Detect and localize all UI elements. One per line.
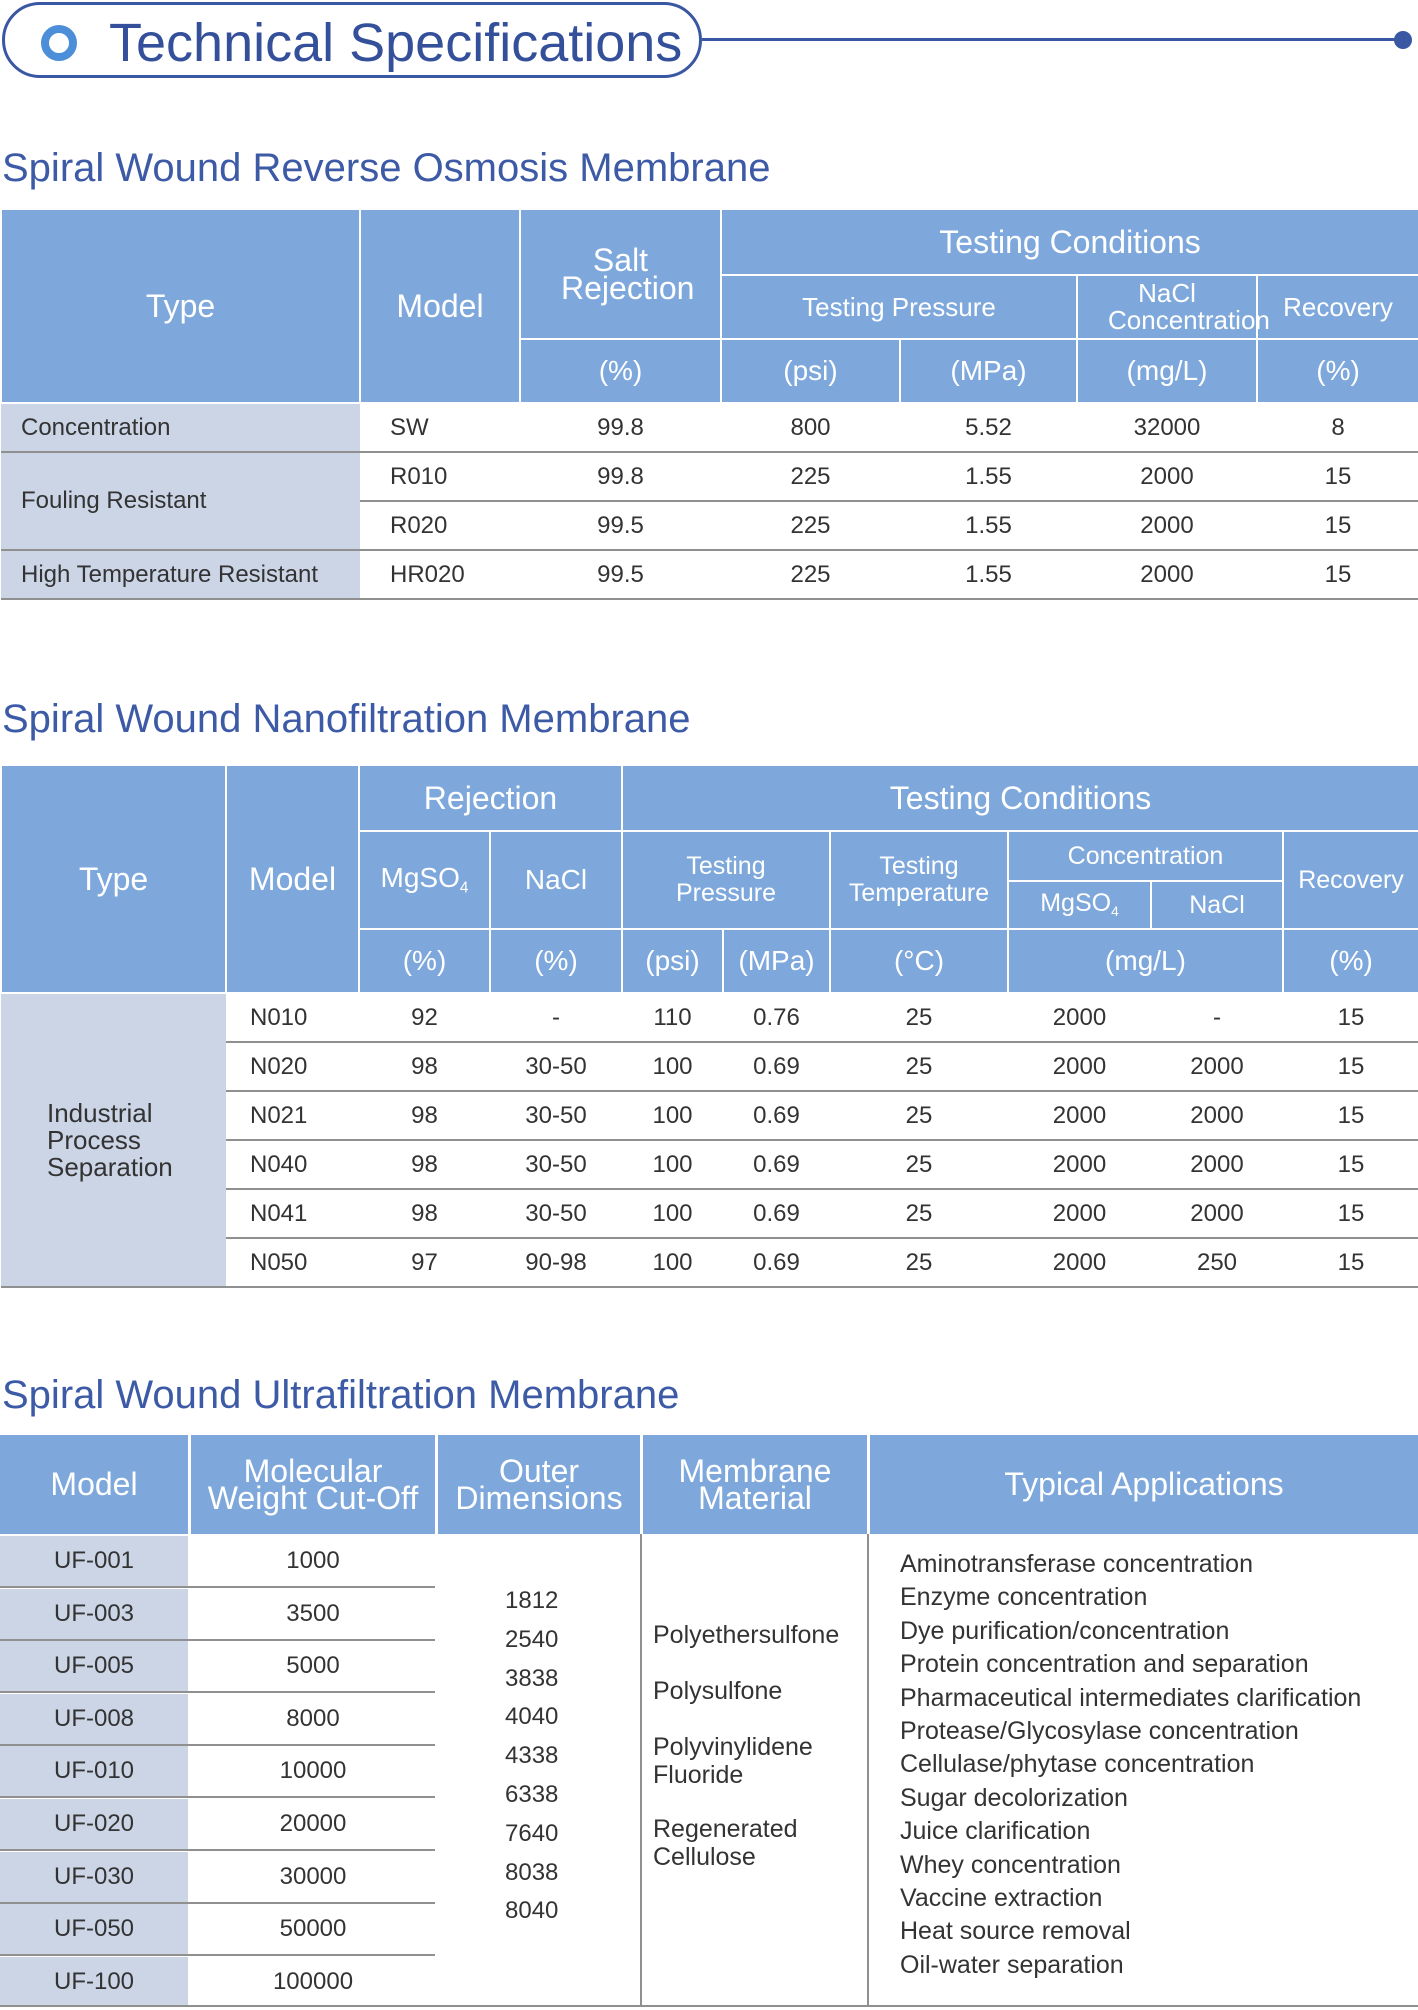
cell: N041 [226, 1189, 359, 1238]
uf-mwco-cell: 5000 [191, 1641, 435, 1691]
uf-application: Sugar decolorization [900, 1784, 1128, 1812]
uf-application: Cellulase/phytase concentration [900, 1750, 1255, 1778]
cell: 100 [622, 1042, 723, 1091]
cell: 25 [830, 1238, 1008, 1287]
uf-application: Oil-water separation [900, 1951, 1124, 1979]
table-row [1, 993, 1418, 1042]
uf-model-cell: UF-001 [0, 1536, 188, 1586]
nf-unit-c: (°C) [830, 929, 1008, 993]
cell: 30-50 [490, 1042, 622, 1091]
cell: 8 [1257, 403, 1418, 452]
uf-model-cell: UF-030 [0, 1852, 188, 1902]
uf-model-cell: UF-010 [0, 1746, 188, 1796]
cell: 97 [359, 1238, 490, 1287]
uf-application: Whey concentration [900, 1851, 1121, 1879]
uf-mwco-cell: 8000 [191, 1694, 435, 1744]
cell: 25 [830, 1042, 1008, 1091]
uf-dimension: 4338 [505, 1742, 559, 1769]
uf-application: Enzyme concentration [900, 1583, 1148, 1611]
divider [0, 2005, 435, 2007]
uf-application: Protein concentration and separation [900, 1650, 1309, 1678]
cell: 2000 [1008, 1189, 1151, 1238]
header-rule [702, 38, 1402, 41]
nf-head-testing-temperature: Testing Temperature [830, 831, 1008, 929]
ro-head-testing-pressure: Testing Pressure [721, 275, 1077, 339]
ro-head-recovery: Recovery [1257, 275, 1418, 339]
cell: 98 [359, 1189, 490, 1238]
ro-unit-pct-2: (%) [1257, 339, 1418, 403]
cell: N050 [226, 1238, 359, 1287]
uf-model-cell: UF-020 [0, 1799, 188, 1849]
divider [0, 1691, 435, 1693]
table-row [1, 550, 1418, 599]
uf-mwco-cell: 100000 [191, 1957, 435, 2007]
cell: 100 [622, 1140, 723, 1189]
cell: - [1151, 993, 1283, 1042]
ring-icon [41, 25, 77, 61]
uf-head-model: Model [0, 1435, 188, 1534]
cell: 32000 [1077, 403, 1257, 452]
uf-section-title: Spiral Wound Ultrafiltration Membrane [2, 1373, 680, 1417]
cell: SW [360, 403, 520, 452]
divider [0, 1586, 435, 1588]
ro-group-concentration: Concentration [1, 403, 360, 452]
cell: 100 [622, 1091, 723, 1140]
cell: 2000 [1077, 452, 1257, 501]
cell: 2000 [1151, 1140, 1283, 1189]
cell: 2000 [1077, 550, 1257, 599]
uf-model-cell: UF-005 [0, 1641, 188, 1691]
ro-head-testing-conditions: Testing Conditions [721, 209, 1418, 275]
cell: 2000 [1151, 1091, 1283, 1140]
ro-table [0, 208, 1418, 600]
cell: 25 [830, 1140, 1008, 1189]
cell: 98 [359, 1042, 490, 1091]
uf-mwco-cell: 10000 [191, 1746, 435, 1796]
divider [435, 2005, 1418, 2007]
cell: 225 [721, 550, 900, 599]
cell: 98 [359, 1091, 490, 1140]
uf-material: Polyvinylidene Fluoride [653, 1733, 813, 1789]
nf-head-nacl: NaCl [490, 831, 622, 929]
nf-unit-pct-c: (%) [1283, 929, 1418, 993]
nf-head-testing-pressure: Testing Pressure [622, 831, 830, 929]
cell: 2000 [1008, 1091, 1151, 1140]
cell: R020 [360, 501, 520, 550]
cell: 2000 [1151, 1042, 1283, 1091]
cell: 25 [830, 1189, 1008, 1238]
uf-model-cell: UF-003 [0, 1589, 188, 1639]
cell: 1.55 [900, 550, 1077, 599]
cell: 225 [721, 452, 900, 501]
nf-unit-psi: (psi) [622, 929, 723, 993]
uf-application: Vaccine extraction [900, 1884, 1103, 1912]
divider [0, 1849, 435, 1851]
cell: 98 [359, 1140, 490, 1189]
uf-model-cell: UF-008 [0, 1694, 188, 1744]
cell: 15 [1283, 993, 1418, 1042]
uf-head-material: Membrane Material [643, 1435, 867, 1534]
divider [640, 1534, 642, 2006]
nf-table [0, 764, 1418, 1288]
cell: 0.69 [723, 1189, 830, 1238]
uf-dimension: 7640 [505, 1820, 559, 1847]
cell: 92 [359, 993, 490, 1042]
divider [0, 1796, 435, 1798]
ro-unit-mpa: (MPa) [900, 339, 1077, 403]
table-row [1, 403, 1418, 452]
cell: 800 [721, 403, 900, 452]
cell: 5.52 [900, 403, 1077, 452]
cell: 2000 [1151, 1189, 1283, 1238]
ro-head-type: Type [1, 209, 360, 403]
divider [867, 1534, 869, 2006]
cell: 15 [1283, 1042, 1418, 1091]
nf-head-conc-nacl: NaCl [1151, 881, 1283, 929]
cell: HR020 [360, 550, 520, 599]
nf-group: Industrial Process Separation [1, 993, 226, 1287]
cell: 0.69 [723, 1140, 830, 1189]
cell: 0.69 [723, 1042, 830, 1091]
nf-head-conc-mgso4: MgSO$_4$ [1008, 881, 1151, 929]
uf-mwco-cell: 20000 [191, 1799, 435, 1849]
cell: 1.55 [900, 452, 1077, 501]
cell: 2000 [1008, 1238, 1151, 1287]
uf-dimension: 6338 [505, 1781, 559, 1808]
cell: N021 [226, 1091, 359, 1140]
uf-dimension: 2540 [505, 1626, 559, 1653]
cell: 2000 [1008, 1042, 1151, 1091]
cell: 90-98 [490, 1238, 622, 1287]
cell: 15 [1257, 452, 1418, 501]
uf-dimension: 8038 [505, 1859, 559, 1886]
cell: N020 [226, 1042, 359, 1091]
uf-head-outer: Outer Dimensions [438, 1435, 640, 1534]
nf-head-concentration: Concentration [1008, 831, 1283, 881]
ro-section-title: Spiral Wound Reverse Osmosis Membrane [2, 146, 771, 190]
ro-group-high-temp: High Temperature Resistant [1, 550, 360, 599]
ro-unit-mgl: (mg/L) [1077, 339, 1257, 403]
nf-unit-mgl: (mg/L) [1008, 929, 1283, 993]
cell: 15 [1283, 1091, 1418, 1140]
cell: 2000 [1008, 1140, 1151, 1189]
cell: 15 [1257, 501, 1418, 550]
nf-section-title: Spiral Wound Nanofiltration Membrane [2, 697, 691, 741]
divider [0, 1954, 435, 1956]
cell: 30-50 [490, 1189, 622, 1238]
cell: 2000 [1008, 993, 1151, 1042]
uf-application: Juice clarification [900, 1817, 1091, 1845]
uf-application: Dye purification/concentration [900, 1617, 1230, 1645]
cell: N010 [226, 993, 359, 1042]
cell: N040 [226, 1140, 359, 1189]
cell: 15 [1283, 1238, 1418, 1287]
nf-unit-mpa: (MPa) [723, 929, 830, 993]
ro-head-model: Model [360, 209, 520, 403]
cell: 30-50 [490, 1091, 622, 1140]
ro-head-nacl-concentration: NaCl Concentration [1077, 275, 1257, 339]
cell: 99.8 [520, 452, 721, 501]
uf-application: Pharmaceutical intermediates clarification [900, 1684, 1362, 1712]
uf-dimension: 1812 [505, 1587, 559, 1614]
ro-unit-psi: (psi) [721, 339, 900, 403]
nf-head-mgso4: MgSO$_4$ [359, 831, 490, 929]
cell: 250 [1151, 1238, 1283, 1287]
cell: 25 [830, 1091, 1008, 1140]
uf-application: Heat source removal [900, 1917, 1131, 1945]
cell: 110 [622, 993, 723, 1042]
uf-model-cell: UF-100 [0, 1957, 188, 2007]
page-title: Technical Specifications [109, 13, 683, 73]
ro-head-salt-rejection: Salt Rejection [520, 209, 721, 339]
cell: 15 [1257, 550, 1418, 599]
uf-mwco-cell: 30000 [191, 1852, 435, 1902]
uf-mwco-cell: 50000 [191, 1904, 435, 1954]
ro-unit-pct: (%) [520, 339, 721, 403]
nf-head-model: Model [226, 765, 359, 993]
cell: R010 [360, 452, 520, 501]
table-row [1, 452, 1418, 501]
cell: 0.76 [723, 993, 830, 1042]
uf-application: Aminotransferase concentration [900, 1550, 1253, 1578]
uf-mwco-cell: 3500 [191, 1589, 435, 1639]
cell: 225 [721, 501, 900, 550]
nf-head-testing-conditions: Testing Conditions [622, 765, 1418, 831]
uf-model-cell: UF-050 [0, 1904, 188, 1954]
uf-dimension: 8040 [505, 1897, 559, 1924]
cell: - [490, 993, 622, 1042]
uf-dimension: 4040 [505, 1703, 559, 1730]
cell: 15 [1283, 1140, 1418, 1189]
nf-head-recovery: Recovery [1283, 831, 1418, 929]
uf-head-applications: Typical Applications [870, 1435, 1418, 1534]
cell: 99.5 [520, 501, 721, 550]
cell: 1.55 [900, 501, 1077, 550]
uf-material: Polyethersulfone [653, 1621, 840, 1649]
header-pill [2, 2, 702, 78]
nf-head-rejection: Rejection [359, 765, 622, 831]
nf-unit-pct-b: (%) [490, 929, 622, 993]
uf-mwco-cell: 1000 [191, 1536, 435, 1586]
cell: 15 [1283, 1189, 1418, 1238]
uf-head-mwco: Molecular Weight Cut-Off [191, 1435, 435, 1534]
ro-group-fouling: Fouling Resistant [1, 452, 360, 550]
nf-head-type: Type [1, 765, 226, 993]
cell: 30-50 [490, 1140, 622, 1189]
uf-dimension: 3838 [505, 1665, 559, 1692]
cell: 25 [830, 993, 1008, 1042]
uf-material: Polysulfone [653, 1677, 783, 1705]
uf-material: Regenerated Cellulose [653, 1815, 798, 1871]
uf-application: Protease/Glycosylase concentration [900, 1717, 1299, 1745]
cell: 99.5 [520, 550, 721, 599]
dot-icon [1394, 31, 1412, 49]
cell: 100 [622, 1238, 723, 1287]
cell: 0.69 [723, 1091, 830, 1140]
cell: 99.8 [520, 403, 721, 452]
nf-unit-pct-a: (%) [359, 929, 490, 993]
cell: 0.69 [723, 1238, 830, 1287]
cell: 2000 [1077, 501, 1257, 550]
cell: 100 [622, 1189, 723, 1238]
